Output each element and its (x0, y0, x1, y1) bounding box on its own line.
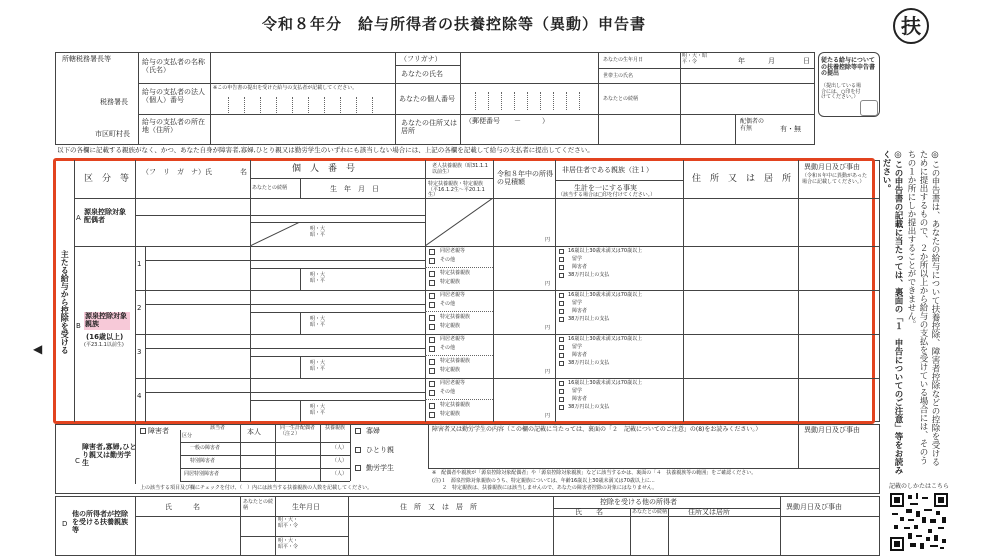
c-student-label: 勤労学生 (366, 464, 394, 472)
postal-label: （郵便番号 － ） (465, 117, 549, 125)
c-widow-check[interactable] (355, 428, 361, 434)
c-student-check[interactable] (355, 465, 361, 471)
row-b-2-specific-opt-2: 特定親族 (440, 323, 461, 329)
row-b-2-nonres-opt-3: 障害者 (572, 308, 588, 314)
row-b-1-elderly-opt-1: 同居老親等 (440, 248, 466, 254)
birth-era: 明・大・昭平・令 (682, 53, 708, 65)
c-same-spouse: 同一生計配偶者（注２） (280, 425, 316, 437)
col-nonres-note: （該当する場合は□印を付けてください。） (558, 192, 656, 198)
row-b-2-nonres-check-4[interactable] (559, 317, 564, 322)
row-b-4-era: 明・大昭・平 (310, 404, 326, 416)
row-a-label: 源泉控除対象配偶者 (84, 208, 126, 225)
payer-address-label: 給与の支払者の所在地（住所） (142, 118, 205, 135)
c-star-note: ※ 配偶者や親族が「源泉控除対象配偶者」や「源泉控除対象親族」などに該当するかは、裏面の「４ 扶養親族等の範囲」をご確認ください。 (432, 470, 757, 476)
d-label: 他の所得者が控除を受ける扶養親族等 (72, 510, 128, 535)
badge-text: 扶 (901, 14, 921, 38)
c-special-cohab: 同居特別障害者 (184, 471, 220, 477)
col-number: 個 人 番 号 (292, 164, 356, 174)
row-b-3-furigana-field[interactable] (147, 336, 248, 347)
row-b-2-nonres-opt-4: 38万円以上の支払 (568, 316, 610, 322)
row-b-3-nonres-check-4[interactable] (559, 361, 564, 366)
d-other-earner: 控除を受ける他の所得者 (600, 498, 677, 506)
row-b-4-nonres-opt-4: 38万円以上の支払 (568, 404, 610, 410)
c-dependent: 扶養親族 (325, 425, 346, 431)
d-other-address: 住所又は居所 (688, 508, 730, 516)
tax-office-suffix: 税務署長 (100, 98, 128, 106)
row-b-4-name-field[interactable] (147, 394, 248, 420)
row-b-2-specific-check-2[interactable] (429, 324, 435, 330)
c-people-unit-2: （人） (332, 458, 348, 464)
row-b-label: 源泉控除対象親族 (85, 312, 127, 329)
row-b-1-elderly-check-1[interactable] (429, 249, 435, 255)
row-b-1-nonres-check-3[interactable] (559, 265, 564, 270)
row-b-2-nonres-opt-1: 16歳以上30歳未満又は70歳以上 (568, 292, 643, 298)
your-name-field[interactable] (462, 54, 596, 82)
birth-day-label: 日 (803, 57, 810, 65)
row-b-2-nonres-check-2[interactable] (559, 301, 564, 306)
row-b-prefix: B (76, 322, 81, 330)
row-b-1-specific-check-1[interactable] (429, 271, 435, 277)
row-b-1-nonres-opt-4: 38万円以上の支払 (568, 272, 610, 278)
row-a-change-field[interactable] (800, 200, 878, 244)
spouse-value[interactable]: 有・無 (780, 125, 801, 133)
spouse-label: 配偶者の有無 (740, 118, 765, 132)
row-b-2-nonres-check-1[interactable] (559, 293, 564, 298)
tax-office-label: 所轄税務署長等 (62, 55, 111, 63)
row-b-3-nonres-check-3[interactable] (559, 353, 564, 358)
row-b-4-yen: 円 (545, 413, 551, 419)
c-single-parent-check[interactable] (355, 447, 361, 453)
notice-line: 以下の各欄に記載する親族がなく、かつ、あなた自身が障害者,寡婦,ひとり親又は勤労学生のいずれにも該当しない場合には、上記の各欄を記載して給与の支払者に提出してください。 (57, 146, 594, 154)
side-text-line1: ◎この申告書は、あなたの給与について扶養控除、障害者控除などの控除を受けるために提出するもので、２か所以上から給与の支払を受けている場合には、そのうちの１か所にしか提出することができません。 (906, 150, 940, 466)
row-b-number-4: 4 (137, 392, 142, 400)
row-b-number-1: 1 (137, 260, 142, 268)
row-b-1-specific-opt-1: 特定扶養親族 (440, 270, 471, 276)
row-a-name-field[interactable] (137, 217, 248, 245)
payer-name-field[interactable] (212, 54, 393, 82)
row-b-2-elderly-check-2[interactable] (429, 302, 435, 308)
payer-corp-label: 給与の支払者の法人（個人）番号 (142, 88, 205, 105)
row-a-yen: 円 (545, 237, 551, 243)
row-b-1-elderly-opt-2: その他 (440, 257, 456, 263)
row-b-3-name-field[interactable] (147, 350, 248, 376)
payer-corp-note: ※この申告書の提出を受けた給与の支払者が記載してください。 (213, 85, 358, 91)
row-b-1-furigana-field[interactable] (147, 248, 248, 259)
d-relation: あなたとの続柄 (243, 499, 274, 511)
c-note1: (注)１ 源泉控除対象親族のうち、特定親族については、年齢16歳以上30歳未満又は70歳以上に... (432, 478, 655, 484)
d-era-2: 明・大・昭平・令 (278, 538, 299, 550)
row-b-2-elderly-check-1[interactable] (429, 293, 435, 299)
c-foot-note: 上の該当する項目及び欄にチェックを付け、（ ）内には該当する扶養親族の人数を記載してください。 (140, 485, 373, 491)
birth-label: あなたの生年月日 (603, 57, 644, 63)
row-b-1-yen: 円 (545, 281, 551, 287)
your-name-label: あなたの氏名 (401, 70, 443, 78)
d-row-1-field[interactable] (137, 518, 238, 535)
row-a-furigana-field[interactable] (137, 200, 248, 214)
row-a-elderly-slash (425, 198, 493, 246)
payer-corp-number-field[interactable] (212, 95, 393, 113)
c-applicable: 該当者 (210, 425, 226, 431)
qr-code-icon[interactable] (890, 493, 948, 551)
city-suffix: 市区町村長 (95, 130, 130, 138)
col-name: （フ リ ガ ナ）氏 名 (142, 168, 247, 176)
row-b-3-elderly-opt-2: その他 (440, 345, 456, 351)
row-b-1-elderly-check-2[interactable] (429, 258, 435, 264)
d-name: 氏 名 (165, 503, 200, 511)
row-b-3-address-field[interactable] (685, 336, 796, 376)
row-b-1-specific-check-2[interactable] (429, 280, 435, 286)
row-b-3-nonres-opt-4: 38万円以上の支払 (568, 360, 610, 366)
side-text-line2: ◎この申告書の記載に当たっては、裏面の「１ 申告についてのご注意」等をお読みください。 (881, 150, 903, 475)
row-a-address-field[interactable] (685, 200, 796, 244)
d-row-2-field[interactable] (137, 538, 238, 555)
row-b-1-change-field[interactable] (800, 248, 878, 288)
row-b-3-nonres-check-2[interactable] (559, 345, 564, 350)
col-birth: 生 年 月 日 (330, 185, 379, 193)
furigana-label: （フリガナ） (400, 55, 442, 63)
birth-year-label: 年 (738, 57, 745, 65)
row-b-4-nonres-check-1[interactable] (559, 381, 564, 386)
relation-field[interactable] (640, 86, 813, 112)
col-change: 異動月日及び事由 (804, 163, 860, 171)
col-income: 令和８年中の所得の見積額 (497, 170, 553, 187)
row-b-note: (平23.1.1以前生) (84, 342, 124, 348)
your-number-field[interactable] (462, 85, 596, 113)
row-b-3-elderly-check-2[interactable] (429, 346, 435, 352)
c-note: 障害者又は勤労学生の内容（この欄の記載に当たっては、裏面の「２ 記載についてのご注意」の(8)をお読みください。） (432, 426, 762, 433)
row-b-1-name-field[interactable] (147, 262, 248, 288)
payer-address-field[interactable] (212, 116, 393, 143)
row-b-4-nonres-opt-1: 16歳以上30歳未満又は70歳以上 (568, 380, 643, 386)
relation-label: あなたとの続柄 (603, 96, 639, 102)
row-b-2-nonres-check-3[interactable] (559, 309, 564, 314)
row-b-number-3: 3 (137, 348, 142, 356)
c-single-parent-label: ひとり親 (366, 446, 394, 454)
row-b-2-relation-field[interactable] (252, 314, 298, 332)
row-b-3-change-field[interactable] (800, 336, 878, 376)
your-address-label: あなたの住所又は居所 (401, 119, 457, 136)
row-b-1-number-field[interactable] (252, 248, 423, 259)
householder-field[interactable] (640, 70, 813, 82)
row-b-4-change-field[interactable] (800, 380, 878, 420)
row-b-2-nonres-opt-2: 留学 (572, 300, 583, 306)
row-b-3-elderly-check-1[interactable] (429, 337, 435, 343)
submit-note-mark-field[interactable] (860, 100, 878, 116)
c-kubun: 区分 (182, 433, 193, 439)
d-birth: 生年月日 (292, 503, 320, 511)
row-b-4-elderly-opt-2: その他 (440, 389, 456, 395)
row-b-4-nonres-check-2[interactable] (559, 389, 564, 394)
row-b-3-nonres-opt-3: 障害者 (572, 352, 588, 358)
col-change-note: （令和８年中に異動があった場合に記載してください。） (802, 173, 867, 185)
row-b-4-furigana-field[interactable] (147, 380, 248, 391)
row-b-2-furigana-field[interactable] (147, 292, 248, 303)
row-b-4-specific-check-1[interactable] (429, 403, 435, 409)
row-b-1-nonres-check-4[interactable] (559, 273, 564, 278)
row-b-3-specific-check-2[interactable] (429, 368, 435, 374)
row-b-3-specific-opt-1: 特定扶養親族 (440, 358, 471, 364)
c-widow-label: 寡婦 (366, 427, 380, 435)
row-b-4-nonres-opt-2: 留学 (572, 388, 583, 394)
row-b-2-name-field[interactable] (147, 306, 248, 332)
d-other-name: 氏 名 (575, 508, 603, 516)
row-b-4-specific-check-2[interactable] (429, 412, 435, 418)
c-self: 本人 (247, 428, 261, 436)
householder-label: 世帯主の氏名 (603, 73, 634, 79)
row-b-4-specific-opt-2: 特定親族 (440, 411, 461, 417)
row-b-2-era: 明・大昭・平 (310, 316, 326, 328)
submit-note-body: （提出している場合には、○印を付けてください。） (821, 83, 862, 100)
form-badge (893, 8, 929, 44)
row-b-4-address-field[interactable] (685, 380, 796, 420)
row-b-number-2: 2 (137, 304, 142, 312)
d-address: 住 所 又 は 居 所 (400, 503, 477, 511)
row-b-3-specific-opt-2: 特定親族 (440, 367, 461, 373)
row-b-3-elderly-opt-1: 同居老親等 (440, 336, 466, 342)
col-nonres-sub: 生計を一にする事実 (574, 184, 637, 192)
row-b-3-relation-field[interactable] (252, 358, 298, 376)
row-b-2-yen: 円 (545, 325, 551, 331)
row-b-2-address-field[interactable] (685, 292, 796, 332)
c-general: 一般の障害者 (190, 445, 221, 451)
row-b-3-nonres-check-1[interactable] (559, 337, 564, 342)
row-b-3-nonres-opt-1: 16歳以上30歳未満又は70歳以上 (568, 336, 643, 342)
row-b-2-change-field[interactable] (800, 292, 878, 332)
row-a-era: 明・大昭・平 (310, 226, 326, 238)
row-b-4-elderly-check-2[interactable] (429, 390, 435, 396)
submit-note-title: 従たる給与についての扶養控除等申告書の提出 (821, 57, 876, 78)
row-b-1-address-field[interactable] (685, 248, 796, 288)
c-change-label: 異動月日及び事由 (804, 426, 860, 434)
row-b-1-nonres-opt-1: 16歳以上30歳未満又は70歳以上 (568, 248, 643, 254)
row-b-3-number-field[interactable] (252, 336, 423, 347)
d-prefix: D (62, 520, 68, 528)
row-b-2-number-field[interactable] (252, 292, 423, 303)
d-change: 異動月日及び事由 (786, 503, 842, 511)
row-b-4-nonres-check-4[interactable] (559, 405, 564, 410)
your-number-label: あなたの個人番号 (399, 95, 455, 103)
row-a-relation-slash (250, 222, 300, 246)
row-b-1-nonres-opt-3: 障害者 (572, 264, 588, 270)
row-a-income-field[interactable] (495, 200, 553, 244)
row-b-4-nonres-opt-3: 障害者 (572, 396, 588, 402)
row-b-4-elderly-opt-1: 同居老親等 (440, 380, 466, 386)
row-b-3-specific-check-1[interactable] (429, 359, 435, 365)
form-title: 令和８年分 給与所得者の扶養控除等（異動）申告書 (262, 15, 647, 33)
row-b-4-elderly-check-1[interactable] (429, 381, 435, 387)
c-disabled-label: 障害者 (148, 427, 169, 435)
col-relation: あなたとの続柄 (252, 185, 288, 191)
c-special: 特別障害者 (190, 458, 216, 464)
d-era-1: 明・大・昭平・令 (278, 517, 299, 529)
main-side-label: 主たる給与から控除を受ける (60, 250, 70, 354)
payer-name-label: 給与の支払者の名称（氏名） (142, 58, 205, 75)
row-b-1-nonres-opt-2: 留学 (572, 256, 583, 262)
row-b-1-nonres-check-2[interactable] (559, 257, 564, 262)
row-b-4-specific-opt-1: 特定扶養親族 (440, 402, 471, 408)
col-elderly: 老人扶養親族（昭31.1.1以前生） (432, 163, 488, 175)
row-b-1-specific-opt-2: 特定親族 (440, 279, 461, 285)
c-people-unit-3: （人） (332, 471, 348, 477)
row-b-sub: (16歳以上) (86, 333, 124, 341)
your-address-field[interactable] (462, 116, 680, 143)
birth-month-label: 月 (768, 57, 775, 65)
side-text-bottom: 記載のしかたはこちら (889, 483, 950, 490)
row-b-2-specific-check-1[interactable] (429, 315, 435, 321)
left-arrow-icon: ◀ (33, 342, 43, 356)
row-b-3-nonres-opt-2: 留学 (572, 344, 583, 350)
col-specific: 特定扶養親族・特定親族（平16.1.2生〜平20.1.1生） (428, 181, 485, 198)
row-b-4-number-field[interactable] (252, 380, 423, 391)
c-disabled-check[interactable] (140, 428, 146, 434)
row-b-2-elderly-opt-1: 同居老親等 (440, 292, 466, 298)
row-a-prefix: A (76, 214, 81, 222)
row-b-3-era: 明・大昭・平 (310, 360, 326, 372)
c-label: 障害者,寡婦,ひとり親又は勤労学生 (82, 443, 137, 468)
row-b-4-nonres-check-3[interactable] (559, 397, 564, 402)
c-note2: ２ 特定親族は、扶養親族には該当しませんので、あなたの障害者控除の対象にはなりません。 (442, 485, 658, 491)
row-b-1-relation-field[interactable] (252, 270, 298, 288)
row-b-4-relation-field[interactable] (252, 402, 298, 420)
row-b-2-specific-opt-1: 特定扶養親族 (440, 314, 471, 320)
c-prefix: C (75, 457, 80, 465)
col-category: 区 分 等 (84, 174, 130, 184)
d-other-relation: あなたとの続柄 (632, 509, 668, 515)
row-a-number-field[interactable] (252, 200, 423, 214)
col-nonres: 非居住者である親族（注１） (562, 166, 653, 174)
row-b-2-elderly-opt-2: その他 (440, 301, 456, 307)
c-people-unit-1: （人） (332, 445, 348, 451)
row-b-3-yen: 円 (545, 369, 551, 375)
row-b-1-nonres-check-1[interactable] (559, 249, 564, 254)
row-b-1-era: 明・大昭・平 (310, 272, 326, 284)
col-address: 住 所 又 は 居 所 (692, 174, 792, 184)
